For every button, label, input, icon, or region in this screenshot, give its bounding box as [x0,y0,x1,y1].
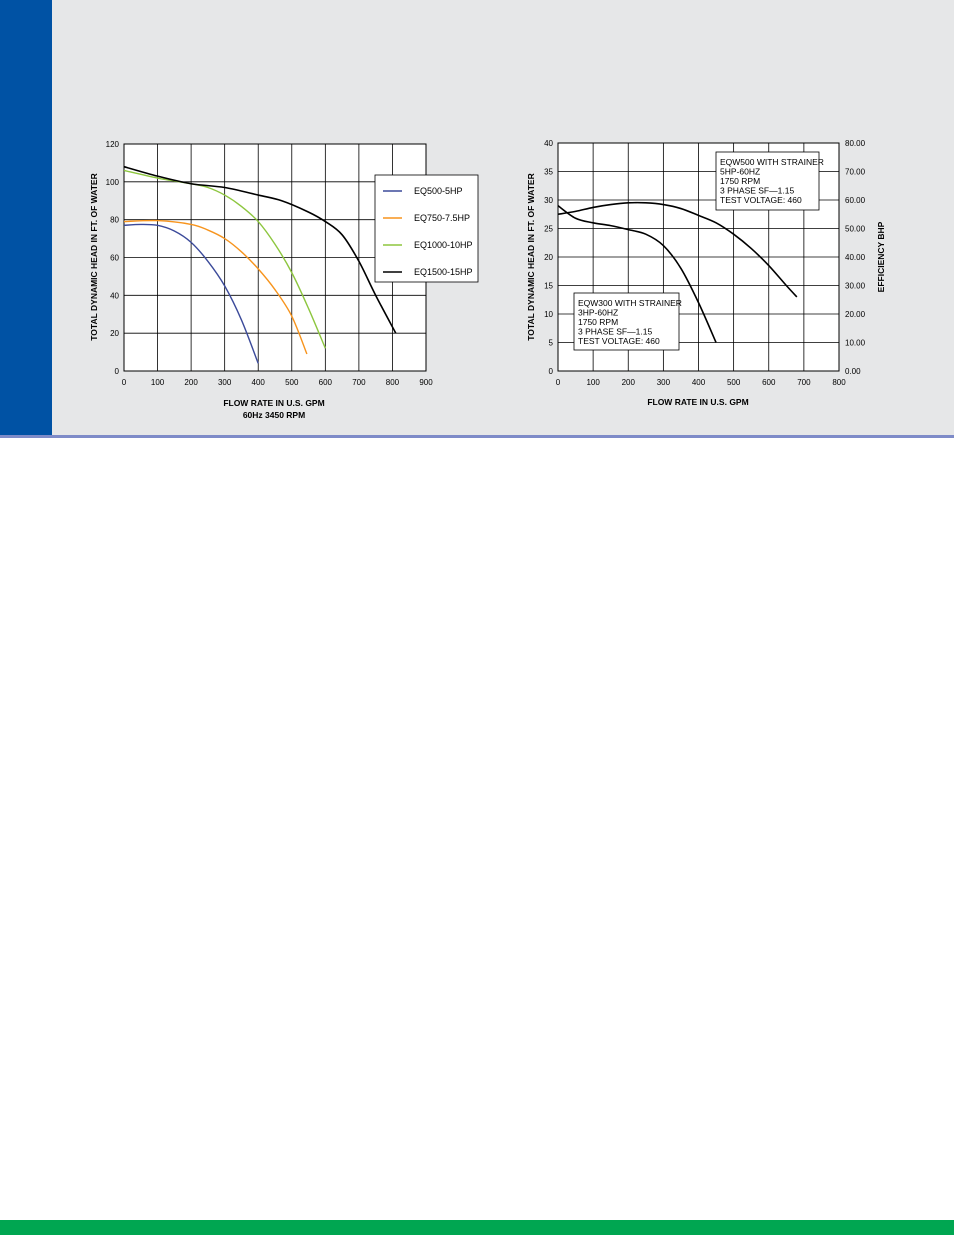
chart2-x-axis-label: FLOW RATE IN U.S. GPM [647,397,749,407]
y-tick-label: 20 [110,329,119,339]
y-tick-label: 30 [544,196,553,205]
legend-label: EQ1000-10HP [414,240,473,250]
chart2-y-axis-label: TOTAL DYNAMIC HEAD IN FT. OF WATER [526,173,536,341]
chart1-x-axis-sublabel: 60Hz 3450 RPM [242,410,306,420]
annotation-line: 3 PHASE SF—1.15 [578,326,653,337]
y-right-tick-label: 70.00 [845,167,866,177]
y-tick-label: 5 [548,338,553,348]
x-tick-label: 800 [832,378,846,387]
x-tick-label: 300 [656,378,671,387]
annotation-line: 1750 RPM [578,317,619,327]
x-tick-label: 400 [251,378,265,387]
x-tick-label: 100 [150,378,165,387]
x-tick-label: 300 [217,378,232,387]
y-tick-label: 0 [548,367,553,376]
chart2-right-axis-label: EFFICIENCY BHP [876,221,886,293]
y-tick-label: 10 [544,310,553,319]
x-tick-label: 800 [385,378,400,387]
y-right-tick-label: 60.00 [845,196,866,205]
footer-bar [0,1220,954,1235]
x-tick-label: 600 [762,378,776,387]
chart1-y-axis-label: TOTAL DYNAMIC HEAD IN FT. OF WATER [89,173,99,341]
legend-label: EQ500-5HP [414,186,463,196]
x-tick-label: 100 [586,378,600,387]
y-tick-label: 35 [544,167,553,177]
x-tick-label: 0 [121,378,127,387]
y-tick-label: 40 [110,291,119,301]
x-tick-label: 0 [555,378,561,387]
annotation-line: EQW300 WITH STRAINER [578,298,682,308]
legend-label: EQ750-7.5HP [414,213,471,223]
x-tick-label: 200 [184,378,198,387]
y-tick-label: 40 [544,139,553,148]
y-tick-label: 100 [105,177,119,187]
y-tick-label: 25 [544,224,553,234]
x-tick-label: 700 [797,378,811,387]
x-tick-label: 600 [318,378,333,387]
y-right-tick-label: 40.00 [845,253,866,262]
y-right-tick-label: 50.00 [845,224,866,234]
x-tick-label: 900 [419,378,433,387]
y-right-tick-label: 0.00 [845,367,861,376]
y-right-tick-label: 10.00 [845,338,866,348]
y-tick-label: 0 [114,367,119,376]
annotation-line: 3HP-60HZ [578,307,619,318]
x-tick-label: 400 [691,378,706,387]
head-flow-chart-eqw-series [0,0,954,440]
y-tick-label: 15 [544,281,553,291]
legend-label: EQ1500-15HP [414,267,473,277]
y-tick-label: 20 [544,253,553,262]
annotation-line: 5HP-60HZ [720,166,761,177]
annotation-line: EQW500 WITH STRAINER [720,157,824,167]
y-tick-label: 60 [110,253,119,263]
annotation-box [574,293,682,350]
annotation-box [716,152,824,210]
annotation-line: 3 PHASE SF—1.15 [720,185,795,196]
x-tick-label: 500 [285,378,299,387]
x-tick-label: 200 [621,378,635,387]
annotation-line: TEST VOLTAGE: 460 [578,336,660,346]
y-right-tick-label: 80.00 [845,139,866,148]
chart1-x-axis-label: FLOW RATE IN U.S. GPM [223,398,325,408]
annotation-line: TEST VOLTAGE: 460 [720,195,802,205]
annotation-line: 1750 RPM [720,176,761,186]
y-right-tick-label: 20.00 [845,310,866,319]
x-tick-label: 500 [726,378,741,387]
y-tick-label: 120 [105,140,119,149]
y-tick-label: 80 [110,215,119,225]
x-tick-label: 700 [352,378,366,387]
y-right-tick-label: 30.00 [845,281,866,291]
